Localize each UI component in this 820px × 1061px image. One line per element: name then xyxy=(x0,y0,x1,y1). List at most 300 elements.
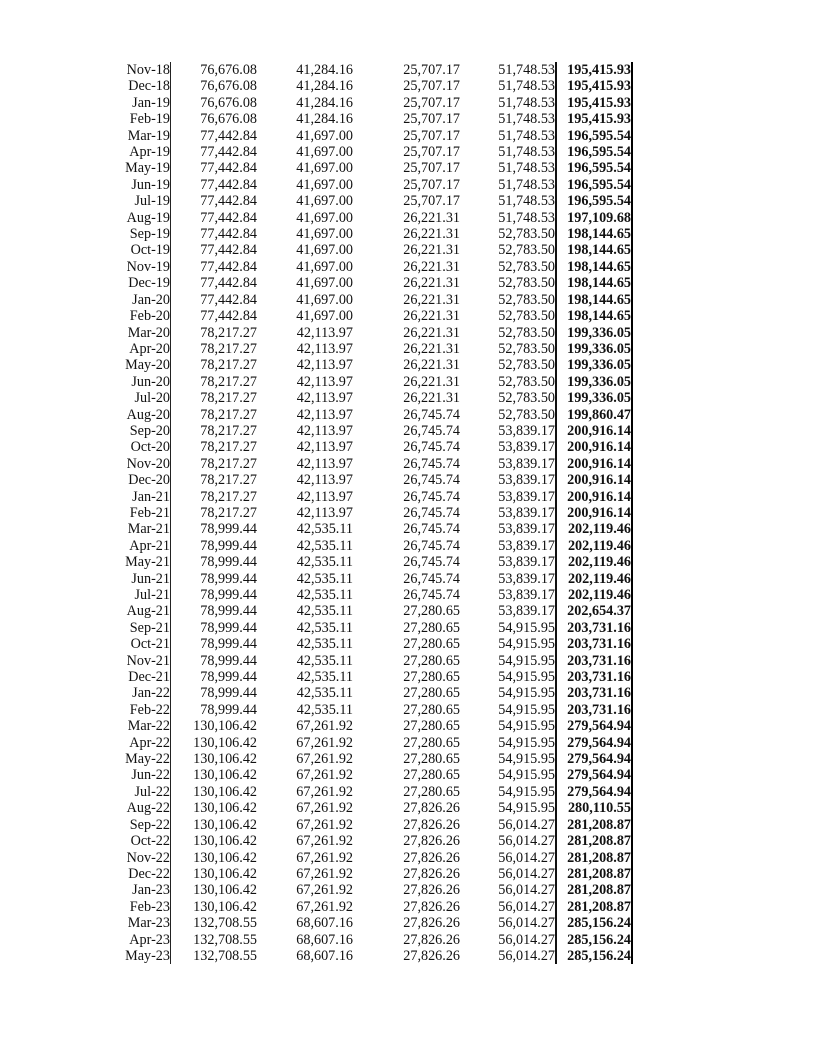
amount-column-2-cell: 67,261.92 xyxy=(296,783,353,800)
amount-column-1-cell: 78,999.44 xyxy=(200,537,257,554)
month-cell: Jul-22 xyxy=(112,784,171,800)
amount-column-2-cell: 42,113.97 xyxy=(296,455,353,472)
total-cell: 203,731.16 xyxy=(556,702,632,718)
table-row xyxy=(112,915,632,931)
month-cell: Nov-19 xyxy=(112,259,171,275)
amount-column-1-cell: 78,217.27 xyxy=(200,373,257,390)
amount-column-4-cell: 52,783.50 xyxy=(460,357,556,373)
amount-column-1-cell: 132,708.55 xyxy=(193,931,257,948)
amount-column-3-cell: 26,745.74 xyxy=(403,504,460,521)
amount-column-1-cell: 78,217.27 xyxy=(200,340,257,357)
table-row xyxy=(112,571,632,587)
month-cell: Feb-23 xyxy=(112,899,171,915)
amount-column-3-cell: 25,707.17 xyxy=(403,127,460,144)
total-cell: 195,415.93 xyxy=(556,95,632,111)
amount-column-3-cell: 27,826.26 xyxy=(403,833,460,850)
month-cell: Apr-21 xyxy=(112,538,171,554)
amount-column-4-cell: 53,839.17 xyxy=(460,521,556,537)
total-cell: 196,595.54 xyxy=(556,177,632,193)
total-cell: 285,156.24 xyxy=(556,915,632,931)
month-cell: Mar-21 xyxy=(112,521,171,537)
amount-column-2-cell: 67,261.92 xyxy=(296,816,353,833)
table-row xyxy=(112,899,632,915)
table-row xyxy=(112,456,632,472)
table-row xyxy=(112,735,632,751)
amount-column-2-cell: 68,607.16 xyxy=(296,931,353,948)
amount-column-3-cell: 25,707.17 xyxy=(403,160,460,177)
table-row xyxy=(112,882,632,898)
amount-column-2-cell: 42,535.11 xyxy=(296,669,353,686)
table-row xyxy=(112,275,632,291)
amount-column-3-cell: 26,221.31 xyxy=(403,340,460,357)
amount-column-1-cell: 78,217.27 xyxy=(200,488,257,505)
amount-column-4-cell: 52,783.50 xyxy=(460,308,556,324)
amount-column-2-cell: 42,113.97 xyxy=(296,406,353,423)
total-cell: 199,860.47 xyxy=(556,407,632,423)
amount-column-2-cell: 42,113.97 xyxy=(296,340,353,357)
amount-column-3-cell: 25,707.17 xyxy=(403,144,460,161)
amount-column-2-cell: 67,261.92 xyxy=(296,882,353,899)
payment-schedule-body xyxy=(112,62,632,964)
amount-column-3-cell: 26,745.74 xyxy=(403,554,460,571)
amount-column-3-cell: 27,280.65 xyxy=(403,669,460,686)
amount-column-1-cell: 77,442.84 xyxy=(200,258,257,275)
table-row xyxy=(112,390,632,406)
month-cell: Jul-19 xyxy=(112,193,171,209)
total-cell: 202,119.46 xyxy=(556,554,632,570)
total-cell: 198,144.65 xyxy=(556,242,632,258)
total-cell: 197,109.68 xyxy=(556,210,632,226)
amount-column-2-cell: 42,535.11 xyxy=(296,521,353,538)
amount-column-4-cell: 54,915.95 xyxy=(460,636,556,652)
table-row xyxy=(112,210,632,226)
amount-column-4-cell: 53,839.17 xyxy=(460,423,556,439)
amount-column-1-cell: 76,676.08 xyxy=(200,94,257,111)
total-cell: 279,564.94 xyxy=(556,784,632,800)
amount-column-2-cell: 42,535.11 xyxy=(296,570,353,587)
month-cell: May-20 xyxy=(112,357,171,373)
amount-column-1-cell: 77,442.84 xyxy=(200,193,257,210)
amount-column-4-cell: 52,783.50 xyxy=(460,341,556,357)
amount-column-3-cell: 27,826.26 xyxy=(403,849,460,866)
month-cell: Aug-19 xyxy=(112,210,171,226)
amount-column-2-cell: 67,261.92 xyxy=(296,734,353,751)
amount-column-2-cell: 67,261.92 xyxy=(296,718,353,735)
table-row xyxy=(112,472,632,488)
amount-column-4-cell: 54,915.95 xyxy=(460,702,556,718)
amount-column-2-cell: 42,113.97 xyxy=(296,439,353,456)
month-cell: Jun-22 xyxy=(112,767,171,783)
amount-column-3-cell: 27,826.26 xyxy=(403,865,460,882)
amount-column-4-cell: 51,748.53 xyxy=(460,160,556,176)
total-cell: 281,208.87 xyxy=(556,833,632,849)
month-cell: Apr-20 xyxy=(112,341,171,357)
total-cell: 199,336.05 xyxy=(556,341,632,357)
table-row xyxy=(112,653,632,669)
amount-column-1-cell: 130,106.42 xyxy=(193,882,257,899)
amount-column-2-cell: 42,113.97 xyxy=(296,324,353,341)
amount-column-4-cell: 52,783.50 xyxy=(460,226,556,242)
total-cell: 200,916.14 xyxy=(556,505,632,521)
table-row xyxy=(112,505,632,521)
month-cell: Aug-22 xyxy=(112,800,171,816)
table-row xyxy=(112,702,632,718)
amount-column-3-cell: 27,280.65 xyxy=(403,751,460,768)
amount-column-3-cell: 26,745.74 xyxy=(403,587,460,603)
table-row xyxy=(112,751,632,767)
amount-column-3-cell: 26,221.31 xyxy=(403,258,460,275)
amount-column-1-cell: 77,442.84 xyxy=(200,308,257,325)
amount-column-3-cell: 26,221.31 xyxy=(403,242,460,259)
amount-column-3-cell: 26,221.31 xyxy=(403,291,460,308)
month-cell: Oct-22 xyxy=(112,833,171,849)
table-row xyxy=(112,226,632,242)
amount-column-3-cell: 26,745.74 xyxy=(403,521,460,538)
total-cell: 203,731.16 xyxy=(556,636,632,652)
amount-column-2-cell: 41,284.16 xyxy=(296,94,353,111)
amount-column-1-cell: 77,442.84 xyxy=(200,226,257,243)
amount-column-4-cell: 52,783.50 xyxy=(460,407,556,423)
amount-column-1-cell: 78,999.44 xyxy=(200,570,257,587)
amount-column-2-cell: 42,535.11 xyxy=(296,554,353,571)
amount-column-1-cell: 130,106.42 xyxy=(193,751,257,768)
month-cell: May-19 xyxy=(112,160,171,176)
month-cell: Apr-23 xyxy=(112,932,171,948)
month-cell: Jun-21 xyxy=(112,571,171,587)
month-cell: Jan-19 xyxy=(112,95,171,111)
month-cell: Apr-19 xyxy=(112,144,171,160)
amount-column-1-cell: 132,708.55 xyxy=(193,947,257,964)
amount-column-2-cell: 42,113.97 xyxy=(296,390,353,407)
month-cell: Feb-22 xyxy=(112,702,171,718)
amount-column-4-cell: 56,014.27 xyxy=(460,899,556,915)
amount-column-1-cell: 77,442.84 xyxy=(200,275,257,292)
amount-column-3-cell: 26,221.31 xyxy=(403,324,460,341)
amount-column-1-cell: 78,217.27 xyxy=(200,357,257,374)
table-row xyxy=(112,784,632,800)
month-cell: Oct-21 xyxy=(112,636,171,652)
table-row xyxy=(112,850,632,866)
amount-column-4-cell: 53,839.17 xyxy=(460,505,556,521)
total-cell: 281,208.87 xyxy=(556,817,632,833)
amount-column-2-cell: 42,113.97 xyxy=(296,422,353,439)
amount-column-1-cell: 78,999.44 xyxy=(200,685,257,702)
table-row xyxy=(112,308,632,324)
table-row xyxy=(112,95,632,111)
total-cell: 203,731.16 xyxy=(556,669,632,685)
total-cell: 202,119.46 xyxy=(556,521,632,537)
amount-column-4-cell: 51,748.53 xyxy=(460,78,556,94)
amount-column-4-cell: 51,748.53 xyxy=(460,62,556,78)
amount-column-2-cell: 41,697.00 xyxy=(296,160,353,177)
table-row xyxy=(112,685,632,701)
amount-column-3-cell: 27,826.26 xyxy=(403,947,460,964)
amount-column-2-cell: 41,697.00 xyxy=(296,144,353,161)
table-row xyxy=(112,489,632,505)
total-cell: 281,208.87 xyxy=(556,899,632,915)
month-cell: May-21 xyxy=(112,554,171,570)
total-cell: 285,156.24 xyxy=(556,932,632,948)
amount-column-1-cell: 130,106.42 xyxy=(193,865,257,882)
table-row xyxy=(112,767,632,783)
month-cell: Jan-21 xyxy=(112,489,171,505)
amount-column-4-cell: 51,748.53 xyxy=(460,128,556,144)
amount-column-3-cell: 27,280.65 xyxy=(403,636,460,653)
amount-column-2-cell: 41,697.00 xyxy=(296,127,353,144)
amount-column-1-cell: 78,999.44 xyxy=(200,554,257,571)
amount-column-1-cell: 78,217.27 xyxy=(200,472,257,489)
amount-column-2-cell: 67,261.92 xyxy=(296,833,353,850)
month-cell: Jan-22 xyxy=(112,685,171,701)
amount-column-4-cell: 51,748.53 xyxy=(460,210,556,226)
amount-column-4-cell: 54,915.95 xyxy=(460,669,556,685)
amount-column-4-cell: 56,014.27 xyxy=(460,866,556,882)
amount-column-1-cell: 77,442.84 xyxy=(200,242,257,259)
table-row xyxy=(112,833,632,849)
table-row xyxy=(112,242,632,258)
month-cell: Jan-20 xyxy=(112,292,171,308)
amount-column-4-cell: 54,915.95 xyxy=(460,767,556,783)
total-cell: 200,916.14 xyxy=(556,472,632,488)
amount-column-3-cell: 26,221.31 xyxy=(403,209,460,226)
month-cell: Sep-21 xyxy=(112,620,171,636)
table-row xyxy=(112,341,632,357)
amount-column-1-cell: 77,442.84 xyxy=(200,291,257,308)
amount-column-2-cell: 41,284.16 xyxy=(296,78,353,95)
amount-column-4-cell: 52,783.50 xyxy=(460,259,556,275)
amount-column-2-cell: 41,697.00 xyxy=(296,242,353,259)
amount-column-2-cell: 42,535.11 xyxy=(296,619,353,636)
table-row xyxy=(112,718,632,734)
amount-column-2-cell: 42,535.11 xyxy=(296,587,353,603)
amount-column-2-cell: 41,697.00 xyxy=(296,308,353,325)
total-cell: 280,110.55 xyxy=(556,800,632,816)
amount-column-4-cell: 53,839.17 xyxy=(460,439,556,455)
amount-column-3-cell: 25,707.17 xyxy=(403,94,460,111)
amount-column-1-cell: 78,217.27 xyxy=(200,406,257,423)
amount-column-3-cell: 26,221.31 xyxy=(403,275,460,292)
table-row xyxy=(112,800,632,816)
amount-column-3-cell: 26,745.74 xyxy=(403,537,460,554)
amount-column-1-cell: 78,999.44 xyxy=(200,619,257,636)
amount-column-1-cell: 78,999.44 xyxy=(200,521,257,538)
month-cell: Apr-22 xyxy=(112,735,171,751)
table-row xyxy=(112,325,632,341)
amount-column-4-cell: 53,839.17 xyxy=(460,587,556,603)
amount-column-4-cell: 53,839.17 xyxy=(460,571,556,587)
total-cell: 196,595.54 xyxy=(556,193,632,209)
table-row xyxy=(112,144,632,160)
amount-column-1-cell: 78,999.44 xyxy=(200,587,257,603)
month-cell: Jul-21 xyxy=(112,587,171,603)
month-cell: Sep-22 xyxy=(112,817,171,833)
table-row xyxy=(112,521,632,537)
amount-column-3-cell: 27,826.26 xyxy=(403,800,460,817)
amount-column-1-cell: 76,676.08 xyxy=(200,111,257,128)
amount-column-2-cell: 67,261.92 xyxy=(296,865,353,882)
month-cell: Dec-19 xyxy=(112,275,171,291)
amount-column-3-cell: 27,826.26 xyxy=(403,898,460,915)
table-row xyxy=(112,439,632,455)
amount-column-3-cell: 27,280.65 xyxy=(403,734,460,751)
amount-column-4-cell: 52,783.50 xyxy=(460,292,556,308)
amount-column-2-cell: 41,697.00 xyxy=(296,193,353,210)
total-cell: 202,119.46 xyxy=(556,538,632,554)
amount-column-3-cell: 26,745.74 xyxy=(403,455,460,472)
total-cell: 200,916.14 xyxy=(556,489,632,505)
table-row xyxy=(112,177,632,193)
month-cell: Aug-20 xyxy=(112,407,171,423)
amount-column-3-cell: 25,707.17 xyxy=(403,78,460,95)
table-row xyxy=(112,193,632,209)
amount-column-3-cell: 25,707.17 xyxy=(403,193,460,210)
amount-column-4-cell: 52,783.50 xyxy=(460,275,556,291)
month-cell: Jun-20 xyxy=(112,374,171,390)
amount-column-4-cell: 54,915.95 xyxy=(460,685,556,701)
table-row xyxy=(112,259,632,275)
amount-column-4-cell: 53,839.17 xyxy=(460,538,556,554)
total-cell: 198,144.65 xyxy=(556,275,632,291)
amount-column-4-cell: 53,839.17 xyxy=(460,456,556,472)
month-cell: Sep-19 xyxy=(112,226,171,242)
total-cell: 281,208.87 xyxy=(556,850,632,866)
amount-column-4-cell: 54,915.95 xyxy=(460,751,556,767)
amount-column-3-cell: 26,745.74 xyxy=(403,406,460,423)
amount-column-3-cell: 26,745.74 xyxy=(403,439,460,456)
table-row xyxy=(112,669,632,685)
amount-column-1-cell: 78,999.44 xyxy=(200,636,257,653)
amount-column-3-cell: 26,745.74 xyxy=(403,570,460,587)
payment-schedule-table xyxy=(112,62,633,964)
amount-column-1-cell: 78,999.44 xyxy=(200,652,257,669)
amount-column-4-cell: 56,014.27 xyxy=(460,948,556,964)
table-row xyxy=(112,111,632,127)
amount-column-2-cell: 42,535.11 xyxy=(296,537,353,554)
amount-column-3-cell: 27,826.26 xyxy=(403,882,460,899)
amount-column-3-cell: 27,280.65 xyxy=(403,718,460,735)
amount-column-4-cell: 51,748.53 xyxy=(460,111,556,127)
amount-column-3-cell: 27,280.65 xyxy=(403,767,460,784)
amount-column-3-cell: 25,707.17 xyxy=(403,62,460,78)
amount-column-3-cell: 27,826.26 xyxy=(403,915,460,932)
total-cell: 196,595.54 xyxy=(556,144,632,160)
amount-column-2-cell: 67,261.92 xyxy=(296,767,353,784)
amount-column-3-cell: 27,280.65 xyxy=(403,783,460,800)
month-cell: Feb-19 xyxy=(112,111,171,127)
amount-column-4-cell: 54,915.95 xyxy=(460,653,556,669)
amount-column-1-cell: 77,442.84 xyxy=(200,160,257,177)
total-cell: 198,144.65 xyxy=(556,292,632,308)
amount-column-1-cell: 78,217.27 xyxy=(200,324,257,341)
total-cell: 198,144.65 xyxy=(556,226,632,242)
total-cell: 199,336.05 xyxy=(556,325,632,341)
table-row xyxy=(112,587,632,603)
amount-column-3-cell: 27,826.26 xyxy=(403,931,460,948)
amount-column-4-cell: 54,915.95 xyxy=(460,784,556,800)
amount-column-4-cell: 53,839.17 xyxy=(460,472,556,488)
amount-column-4-cell: 51,748.53 xyxy=(460,177,556,193)
month-cell: Mar-20 xyxy=(112,325,171,341)
table-row xyxy=(112,620,632,636)
amount-column-2-cell: 42,113.97 xyxy=(296,504,353,521)
amount-column-4-cell: 53,839.17 xyxy=(460,603,556,619)
month-cell: Mar-23 xyxy=(112,915,171,931)
table-row xyxy=(112,407,632,423)
amount-column-2-cell: 42,535.11 xyxy=(296,603,353,620)
amount-column-3-cell: 26,745.74 xyxy=(403,472,460,489)
total-cell: 279,564.94 xyxy=(556,767,632,783)
amount-column-4-cell: 53,839.17 xyxy=(460,554,556,570)
month-cell: Oct-20 xyxy=(112,439,171,455)
total-cell: 203,731.16 xyxy=(556,653,632,669)
amount-column-4-cell: 54,915.95 xyxy=(460,620,556,636)
amount-column-3-cell: 27,280.65 xyxy=(403,701,460,718)
amount-column-1-cell: 130,106.42 xyxy=(193,833,257,850)
amount-column-1-cell: 130,106.42 xyxy=(193,898,257,915)
amount-column-3-cell: 26,221.31 xyxy=(403,308,460,325)
total-cell: 195,415.93 xyxy=(556,78,632,94)
total-cell: 199,336.05 xyxy=(556,374,632,390)
total-cell: 199,336.05 xyxy=(556,357,632,373)
amount-column-1-cell: 77,442.84 xyxy=(200,144,257,161)
total-cell: 202,654.37 xyxy=(556,603,632,619)
total-cell: 202,119.46 xyxy=(556,571,632,587)
amount-column-2-cell: 41,697.00 xyxy=(296,275,353,292)
amount-column-2-cell: 41,697.00 xyxy=(296,209,353,226)
table-row xyxy=(112,160,632,176)
amount-column-1-cell: 130,106.42 xyxy=(193,767,257,784)
amount-column-1-cell: 130,106.42 xyxy=(193,783,257,800)
month-cell: Aug-21 xyxy=(112,603,171,619)
amount-column-4-cell: 56,014.27 xyxy=(460,817,556,833)
month-cell: Nov-22 xyxy=(112,850,171,866)
table-row xyxy=(112,357,632,373)
month-cell: Feb-20 xyxy=(112,308,171,324)
amount-column-2-cell: 68,607.16 xyxy=(296,915,353,932)
month-cell: Nov-21 xyxy=(112,653,171,669)
amount-column-1-cell: 78,217.27 xyxy=(200,504,257,521)
amount-column-2-cell: 42,113.97 xyxy=(296,472,353,489)
total-cell: 199,336.05 xyxy=(556,390,632,406)
amount-column-2-cell: 67,261.92 xyxy=(296,849,353,866)
amount-column-4-cell: 52,783.50 xyxy=(460,325,556,341)
total-cell: 195,415.93 xyxy=(556,62,632,78)
total-cell: 200,916.14 xyxy=(556,423,632,439)
amount-column-4-cell: 54,915.95 xyxy=(460,718,556,734)
table-row xyxy=(112,932,632,948)
table-row xyxy=(112,62,632,78)
month-cell: Dec-22 xyxy=(112,866,171,882)
amount-column-4-cell: 56,014.27 xyxy=(460,833,556,849)
month-cell: Dec-20 xyxy=(112,472,171,488)
amount-column-2-cell: 67,261.92 xyxy=(296,800,353,817)
amount-column-4-cell: 52,783.50 xyxy=(460,242,556,258)
amount-column-1-cell: 77,442.84 xyxy=(200,127,257,144)
amount-column-2-cell: 42,535.11 xyxy=(296,685,353,702)
month-cell: Nov-18 xyxy=(112,62,171,78)
total-cell: 198,144.65 xyxy=(556,259,632,275)
amount-column-3-cell: 26,745.74 xyxy=(403,488,460,505)
amount-column-2-cell: 41,697.00 xyxy=(296,258,353,275)
amount-column-4-cell: 56,014.27 xyxy=(460,932,556,948)
table-row xyxy=(112,603,632,619)
amount-column-3-cell: 26,221.31 xyxy=(403,373,460,390)
month-cell: Nov-20 xyxy=(112,456,171,472)
amount-column-1-cell: 130,106.42 xyxy=(193,849,257,866)
amount-column-1-cell: 130,106.42 xyxy=(193,734,257,751)
total-cell: 281,208.87 xyxy=(556,882,632,898)
amount-column-4-cell: 52,783.50 xyxy=(460,390,556,406)
